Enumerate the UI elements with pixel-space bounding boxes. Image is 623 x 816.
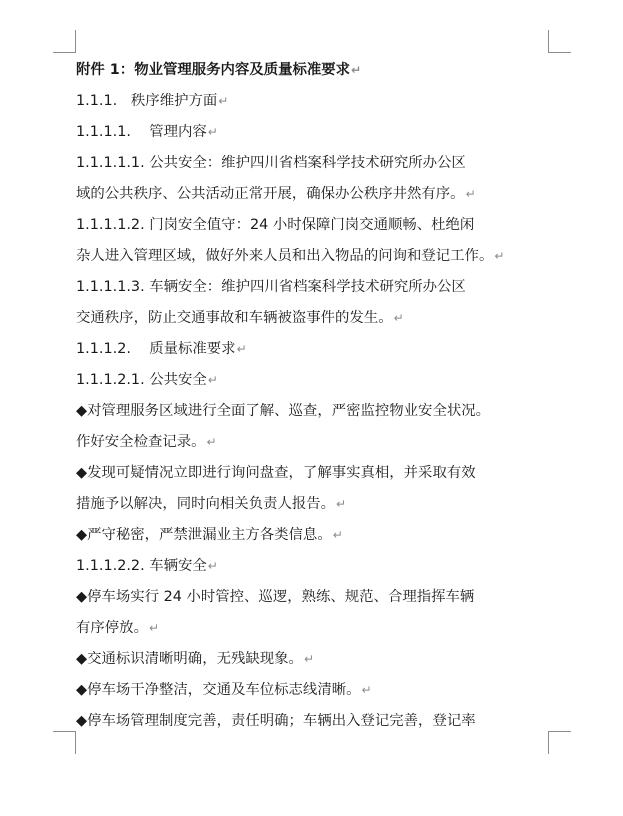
bullet-line: ◆交通标识清晰明确，无残缺现象。↵ — [76, 651, 314, 667]
body-line: 1.1.1.1.3. 车辆安全：维护四川省档案科学技术研究所办公区 — [76, 279, 466, 295]
crop-mark-top-left — [53, 30, 76, 53]
body-line: 交通秩序，防止交通事故和车辆被盗事件的发生。↵ — [76, 310, 404, 326]
paragraph-mark-icon: ↵ — [148, 621, 160, 635]
document-body[interactable] — [76, 56, 556, 738]
bullet-line: ◆对管理服务区域进行全面了解、巡查，严密监控物业安全状况。 — [76, 403, 491, 419]
heading-1-1-1-2: 1.1.1.2. 质量标准要求↵ — [76, 341, 247, 357]
paragraph-mark-icon: ↵ — [332, 528, 343, 542]
body-line: 杂人进入管理区域，做好外来人员和出入物品的问询和登记工作。↵ — [76, 248, 505, 264]
bullet-line: ◆停车场干净整洁，交通及车位标志线清晰。↵ — [76, 682, 372, 698]
bullet-line: ◆停车场管理制度完善，责任明确；车辆出入登记完善，登记率 — [76, 713, 476, 729]
paragraph-mark-icon: ↵ — [494, 249, 505, 263]
body-line: 1.1.1.1.2. 门岗安全值守：24 小时保障门岗交通顺畅、杜绝闲 — [76, 217, 475, 233]
paragraph-mark-icon: ↵ — [207, 373, 218, 387]
crop-mark-bottom-left — [53, 731, 76, 754]
paragraph-mark-icon: ↵ — [303, 652, 314, 666]
bullet-line: 有序停放。↵ — [76, 620, 160, 636]
paragraph-mark-icon: ↵ — [207, 125, 218, 139]
heading-1-1-1-2-2: 1.1.1.2.2. 车辆安全↵ — [76, 558, 218, 574]
bullet-line: ◆严守秘密，严禁泄漏业主方各类信息。↵ — [76, 527, 343, 543]
body-line: 域的公共秩序、公共活动正常开展，确保办公秩序井然有序。↵ — [76, 186, 476, 202]
bullet-line: 作好安全检查记录。↵ — [76, 434, 217, 450]
paragraph-mark-icon: ↵ — [465, 187, 476, 201]
paragraph-mark-icon: ↵ — [361, 683, 372, 697]
paragraph-mark-icon: ↵ — [206, 435, 217, 449]
crop-mark-top-right — [548, 30, 571, 53]
paragraph-mark-icon: ↵ — [336, 497, 347, 511]
bullet-line: 措施予以解决，同时向相关负责人报告。↵ — [76, 496, 347, 512]
document-title: 附件 1：物业管理服务内容及质量标准要求↵ — [76, 62, 362, 78]
heading-1-1-1: 1.1.1. 秩序维护方面↵ — [76, 93, 229, 109]
paragraph-mark-icon: ↵ — [393, 311, 404, 325]
bullet-line: ◆发现可疑情况立即进行询问盘查，了解事实真相，并采取有效 — [76, 465, 476, 481]
paragraph-mark-icon: ↵ — [218, 94, 229, 108]
heading-1-1-1-2-1: 1.1.1.2.1. 公共安全↵ — [76, 372, 218, 388]
bullet-line: ◆停车场实行 24 小时管控、巡逻，熟练、规范、合理指挥车辆 — [76, 589, 475, 605]
heading-1-1-1-1: 1.1.1.1. 管理内容↵ — [76, 124, 218, 140]
body-line: 1.1.1.1.1. 公共安全：维护四川省档案科学技术研究所办公区 — [76, 155, 466, 171]
paragraph-mark-icon: ↵ — [207, 559, 218, 573]
paragraph-mark-icon: ↵ — [236, 342, 247, 356]
paragraph-mark-icon: ↵ — [351, 63, 362, 77]
